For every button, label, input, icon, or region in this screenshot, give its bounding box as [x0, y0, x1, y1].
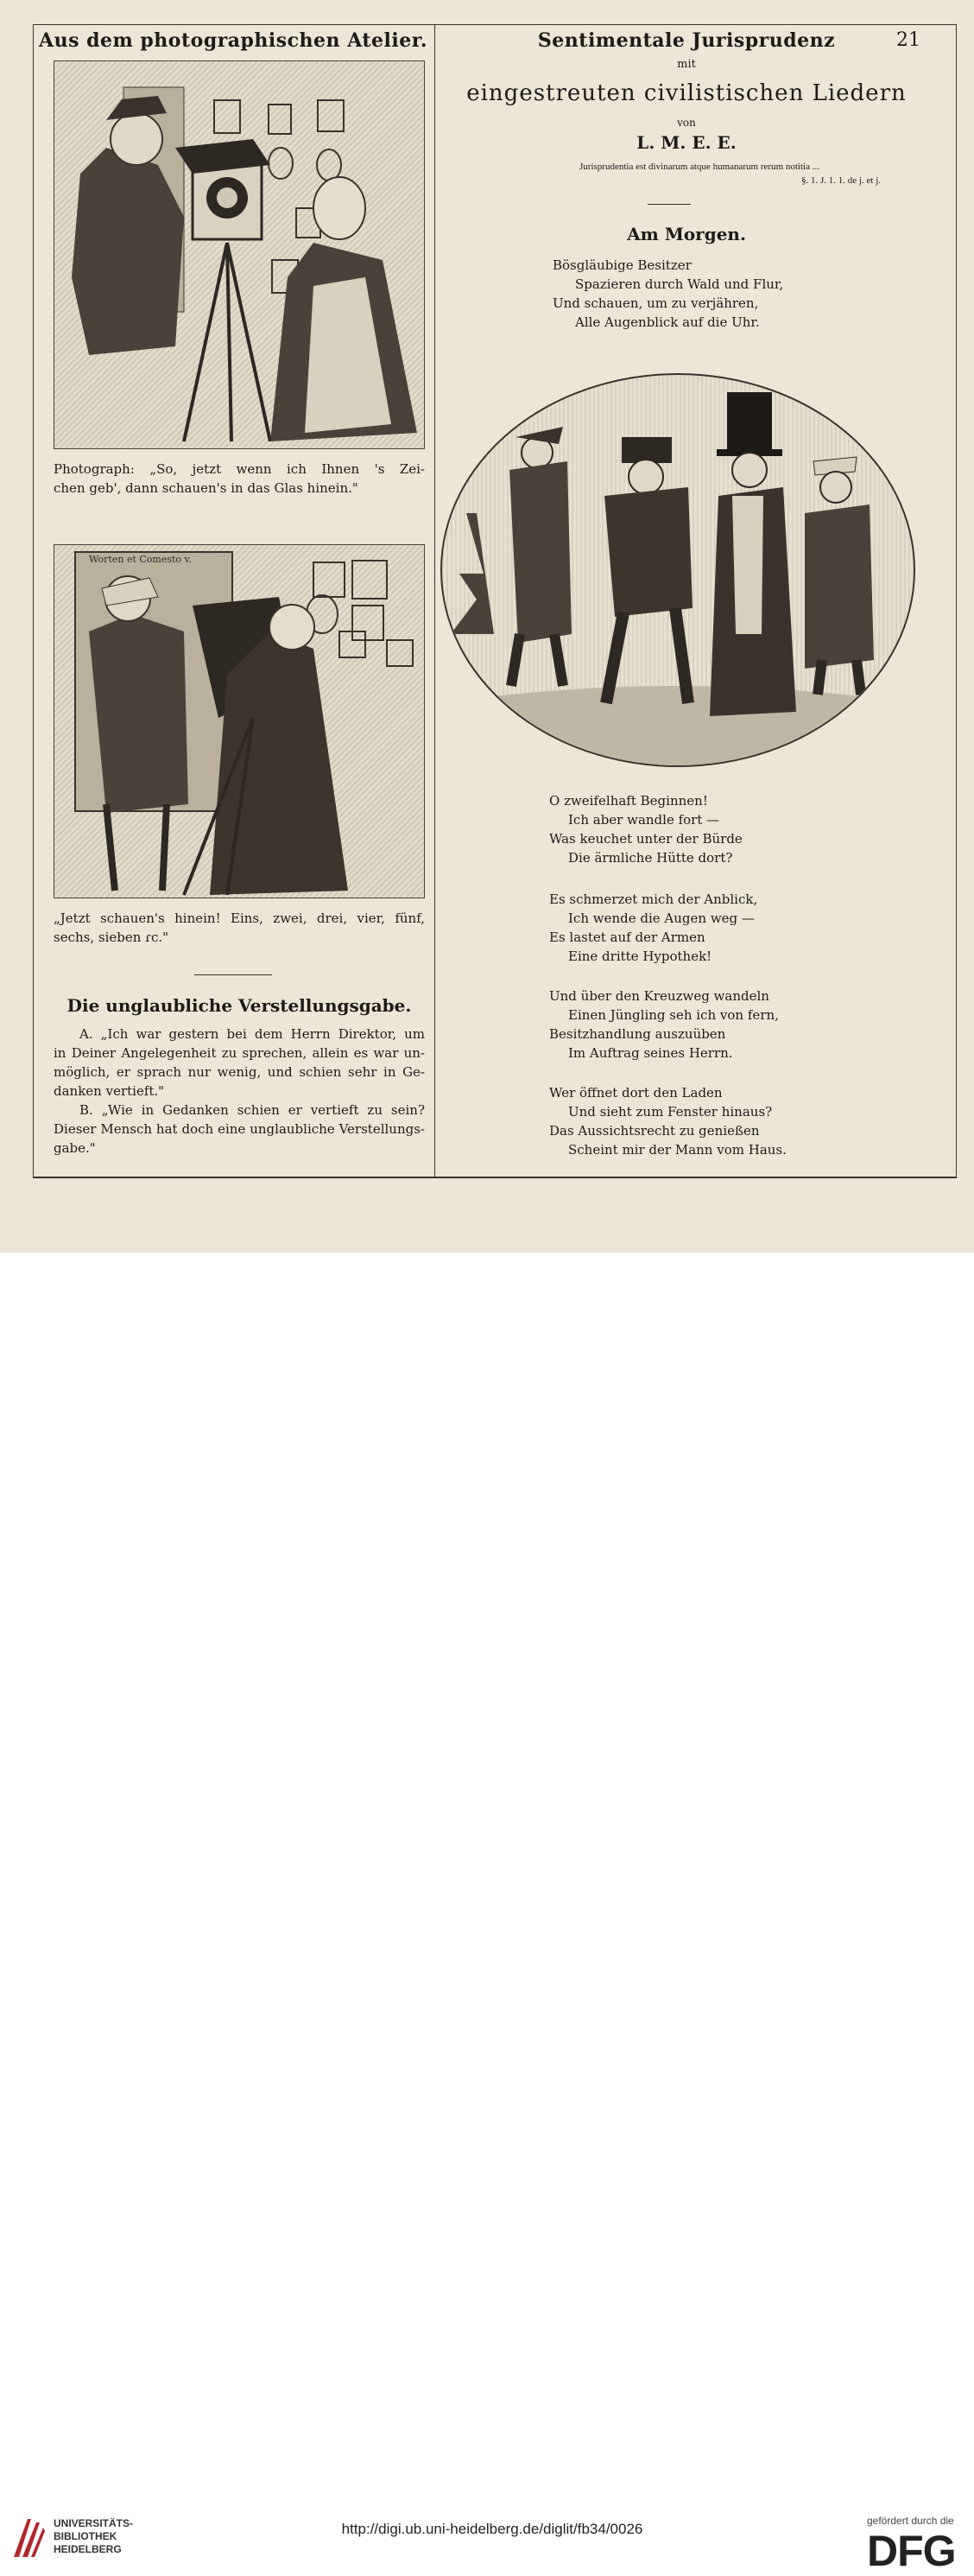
- illustration-photographer-studio: [54, 60, 425, 449]
- library-name-line-3: HEIDELBERG: [54, 2543, 122, 2555]
- newspaper-page: [0, 0, 974, 1253]
- stanza-3: [549, 890, 834, 966]
- stanza-3-line-4: Eine dritte Hypothek!: [568, 949, 712, 964]
- dfg-logo: DFG: [867, 2527, 956, 2575]
- left-separator: [194, 974, 272, 975]
- stanza-1: [553, 256, 838, 332]
- story-line-3: möglich, er sprach nur wenig, und schien sehr in Ge-: [54, 1064, 425, 1080]
- story-line-7: gabe.": [54, 1140, 96, 1156]
- figure-3: [710, 392, 796, 716]
- stanza-1-line-2: Spazieren durch Wald und Flur,: [575, 276, 784, 292]
- story-body: [54, 1025, 425, 1158]
- stanza-3-line-2: Ich wende die Augen weg —: [568, 910, 755, 926]
- stanza-1-line-3: Und schauen, um zu verjähren,: [553, 295, 759, 311]
- caption-2-line-2: sechs, sieben ɾc.": [54, 930, 169, 945]
- stanza-5: [549, 1083, 834, 1159]
- column-divider: [434, 24, 435, 1177]
- stanza-4-line-1: Und über den Kreuzweg wandeln: [549, 988, 769, 1004]
- story-line-2: in Deiner Angelegenheit zu sprechen, allein es war un-: [54, 1045, 425, 1061]
- viewer-footer: [0, 1253, 974, 2575]
- story-line-1: A. „Ich war gestern bei dem Herrn Direktor, um: [79, 1026, 425, 1042]
- illustration-camera-session: [54, 544, 425, 898]
- stanza-4-line-2: Einen Jüngling seh ich von fern,: [568, 1007, 779, 1023]
- stanza-1-line-1: Bösgläubige Besitzer: [553, 257, 692, 273]
- permalink-url[interactable]: http://digi.ub.uni-heidelberg.de/diglit/fb34/0026: [341, 2521, 643, 2537]
- motto-line-1: Jurisprudentia est divinarum atque humanarum rerum notitia ...: [579, 162, 819, 172]
- bottom-rule: [33, 1177, 957, 1178]
- figure-4: [805, 457, 874, 695]
- stanza-3-line-3: Es lastet auf der Armen: [549, 930, 705, 945]
- camera-session-scene: [54, 545, 424, 898]
- motto-line-2: §. 1. J. 1. 1. de j. et j.: [801, 175, 881, 186]
- stanza-5-line-3: Das Aussichtsrecht zu genießen: [549, 1123, 760, 1139]
- caption-1-line-2: chen geb', dann schauen's in das Glas hinein.": [54, 480, 358, 496]
- stanza-3-line-1: Es schmerzet mich der Anblick,: [549, 891, 758, 907]
- figure-1: [509, 427, 572, 686]
- figure-2: [604, 437, 693, 703]
- shop-sign-text: Worten et Comesto v.: [89, 554, 192, 565]
- stanza-2-line-3: Was keuchet unter der Bürde: [549, 831, 743, 847]
- stanza-1-line-4: Alle Augenblick auf die Uhr.: [575, 314, 760, 330]
- library-name-line-1: UNIVERSITÄTS-: [54, 2517, 134, 2529]
- caption-1: [54, 460, 425, 498]
- story-line-6: Dieser Mensch hat doch eine unglaubliche Verstellungs-: [54, 1121, 425, 1137]
- stanza-2-line-4: Die ärmliche Hütte dort?: [568, 850, 733, 866]
- stanza-5-line-1: Wer öffnet dort den Laden: [549, 1085, 723, 1101]
- caption-2-line-1: „Jetzt schauen's hinein! Eins, zwei, drei, vier, fünf,: [54, 910, 425, 926]
- caption-1-line-1: Photograph: „So, jetzt wenn ich Ihnen 's Zei-: [54, 461, 425, 477]
- poem-motto: [484, 160, 915, 187]
- library-name: [54, 2517, 133, 2556]
- gentlemen-scene: [442, 375, 914, 765]
- stanza-4-line-4: Im Auftrag seines Herrn.: [568, 1045, 733, 1061]
- left-column-header: Aus dem photographischen Atelier.: [39, 29, 427, 52]
- story-line-5: B. „Wie in Gedanken schien er vertieft zu sein?: [79, 1102, 425, 1118]
- library-name-line-2: BIBLIOTHEK: [54, 2530, 117, 2542]
- illustration-four-gentlemen-oval: [440, 373, 915, 767]
- story-line-4: danken vertieft.": [54, 1083, 165, 1099]
- university-library-logo-icon: [10, 2514, 47, 2560]
- story-title: Die unglaubliche Verstellungsgabe.: [66, 995, 412, 1016]
- stanza-5-line-4: Scheint mir der Mann vom Haus.: [568, 1142, 787, 1158]
- poem-subtitle: eingestreuten civilistischen Liedern: [466, 80, 907, 106]
- poem-mit: mit: [677, 58, 696, 71]
- funding-note: gefördert durch die: [867, 2515, 954, 2527]
- poem-section-title: Am Morgen.: [627, 224, 746, 244]
- right-separator: [648, 204, 691, 205]
- stanza-5-line-2: Und sieht zum Fenster hinaus?: [568, 1104, 773, 1120]
- stanza-2: [549, 791, 834, 867]
- stanza-2-line-1: O zweifelhaft Beginnen!: [549, 793, 708, 809]
- stanza-4-line-3: Besitzhandlung auszuüben: [549, 1026, 726, 1042]
- poem-author: L. M. E. E.: [636, 132, 737, 153]
- stanza-4: [549, 987, 834, 1063]
- poem-von: von: [677, 117, 696, 129]
- stanza-2-line-2: Ich aber wandle fort —: [568, 812, 720, 828]
- right-column-header: Sentimentale Jurisprudenz: [537, 29, 836, 52]
- page-number: 21: [896, 29, 920, 51]
- caption-2: [54, 909, 425, 947]
- photographer-scene: [54, 61, 424, 448]
